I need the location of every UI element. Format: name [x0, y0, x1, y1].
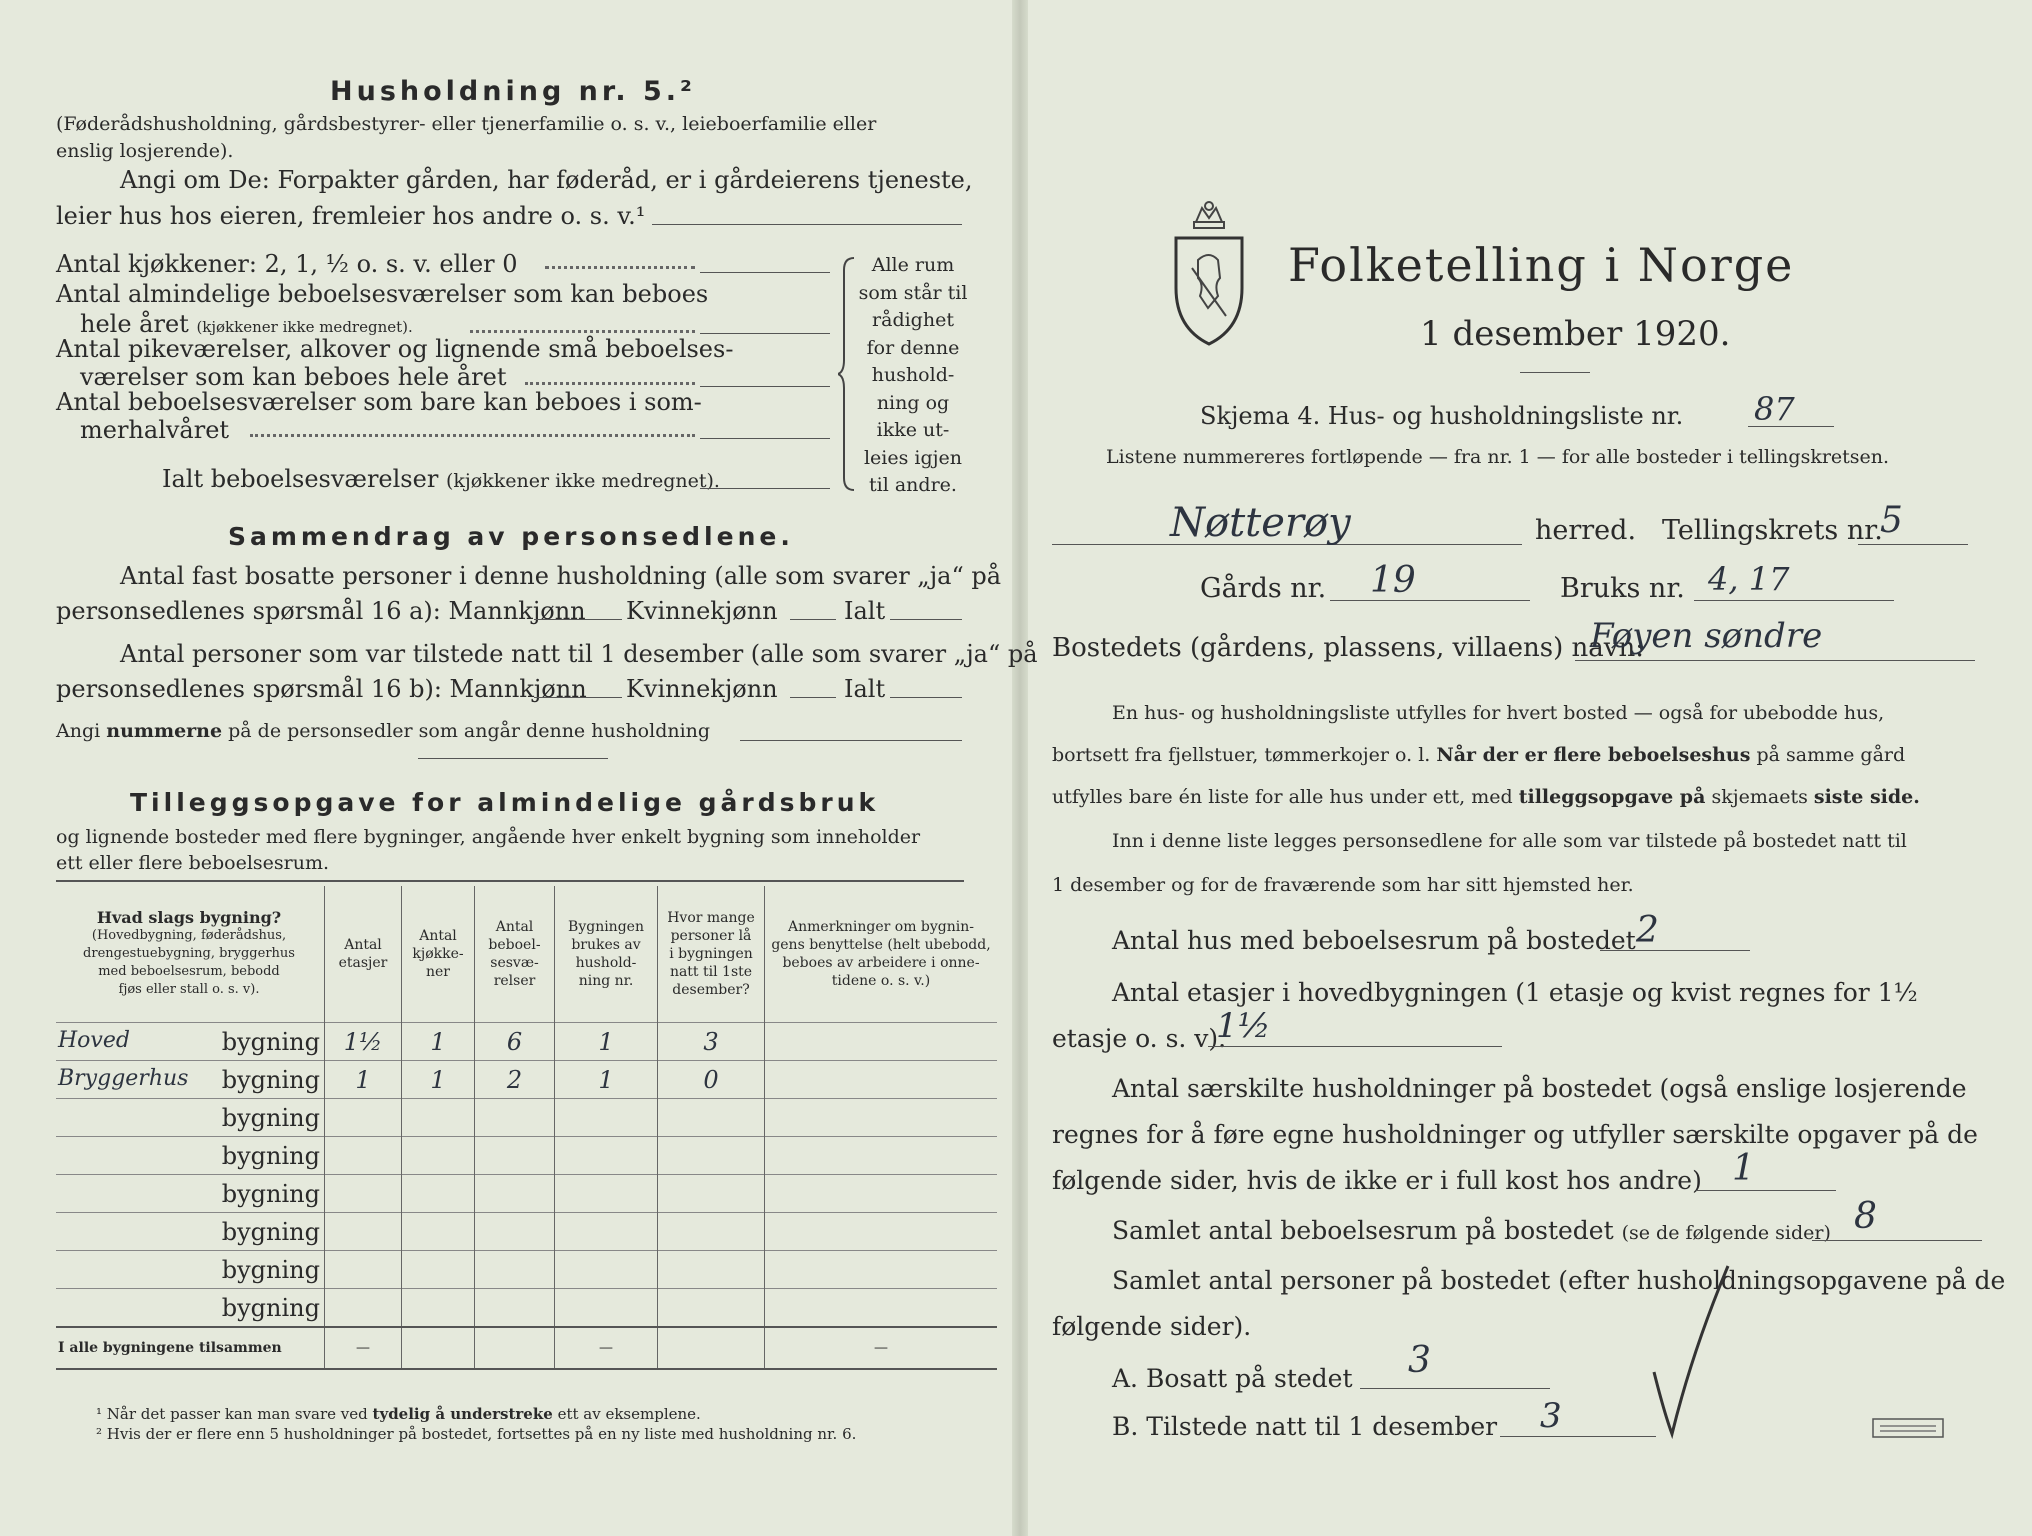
para-2 — [1052, 744, 1905, 766]
household-intro-2: enslig losjerende). — [56, 140, 234, 162]
cell-pers — [658, 1175, 765, 1213]
q-persons-b: følgende sider). — [1052, 1312, 1252, 1341]
a4-text: Samlet antal beboelsesrum på bostedet — [1112, 1216, 1614, 1245]
cell-remarks — [765, 1137, 998, 1175]
h: etasjer — [338, 955, 388, 971]
h: personer lå — [670, 928, 752, 944]
cell-pers — [658, 1251, 765, 1289]
q2b-text: hele året — [80, 310, 189, 338]
angi-line-1: Angi om De: Forpakter gården, har føderåd, er i gårdeierens tjeneste, — [120, 166, 973, 194]
brace-note-line: hushold- — [871, 364, 955, 386]
summary-line-2: Antal personer som var tilstede natt til 1 desember (alle som svarer „ja“ på — [120, 640, 1038, 668]
table-row — [56, 1251, 997, 1289]
h: desember? — [672, 982, 750, 998]
h: i bygningen — [669, 946, 753, 962]
cell-etasjer: 1 — [325, 1061, 402, 1099]
s2-kvinne-label: Kvinnekjønn — [626, 675, 778, 703]
answer-summer-rooms — [700, 438, 830, 439]
header-sub: fjøs eller stall o. s. v). — [118, 982, 260, 997]
building-name: Hoved — [58, 1027, 130, 1053]
question-kitchens: Antal kjøkkener: 2, 1, ½ o. s. v. eller 0 — [56, 250, 518, 278]
tillegg-line-1: og lignende bosteder med flere bygninger, angående hver enkelt bygning som inneholder — [56, 826, 921, 848]
q-floors: Antal etasjer i hovedbygningen (1 etasje og kvist regnes for 1½ — [1112, 978, 1918, 1007]
cell-hush — [555, 1137, 658, 1175]
h: tidene o. s. v.) — [831, 973, 931, 989]
para-5: 1 desember og for de fraværende som har sitt hjemsted her. — [1052, 874, 1634, 896]
table-row — [56, 1289, 997, 1328]
cell-hush — [555, 1175, 658, 1213]
cell-remarks — [765, 1175, 998, 1213]
total-household: — — [555, 1327, 658, 1369]
h: hushold- — [575, 955, 637, 971]
cell-remarks — [765, 1251, 998, 1289]
building-suffix: bygning — [221, 1141, 320, 1170]
table-row — [56, 1023, 997, 1061]
q-present-line — [1500, 1436, 1656, 1437]
summary-heading: Sammendrag av personsedlene. — [228, 522, 794, 551]
form-date: 1 desember 1920. — [1420, 314, 1731, 354]
angi-post: på de personsedler som angår denne husholdning — [228, 720, 711, 742]
total-floors: — — [325, 1327, 402, 1369]
brace-icon — [838, 256, 858, 492]
q-rooms-total-line — [1812, 1240, 1982, 1241]
q-floors-line — [1208, 1046, 1502, 1047]
dots-kitchens — [545, 266, 695, 269]
cell-pers — [658, 1289, 765, 1328]
p3-bold2: siste side. — [1813, 786, 1920, 808]
h: Hvor mange — [667, 910, 755, 926]
total-persons — [658, 1327, 765, 1369]
question-summer-rooms-b: merhalvåret — [80, 416, 230, 444]
cell-etasjer — [325, 1137, 402, 1175]
s2-mann-line — [534, 697, 622, 698]
fn1-bold: tydelig å understreke — [372, 1405, 553, 1423]
para-4: Inn i denne liste legges personsedlene for alle som var tilstede på bostedet natt til — [1112, 830, 1907, 852]
h: ning nr. — [578, 973, 634, 989]
q-households-b: regnes for å føre egne husholdninger og utfyller særskilte opgaver på de — [1052, 1120, 1978, 1149]
p2-pre: bortsett fra fjellstuer, tømmerkojer o. l. — [1052, 744, 1431, 766]
table-total-row — [56, 1327, 997, 1369]
cell-etasjer — [325, 1251, 402, 1289]
cell-etasjer — [325, 1099, 402, 1137]
tillegg-line-2: ett eller flere beboelsesrum. — [56, 852, 330, 874]
krets-line — [1858, 544, 1968, 545]
s1-ialt-label: Ialt — [844, 597, 886, 625]
cell-remarks — [765, 1289, 998, 1328]
angi-line-2: leier hus hos eieren, fremleier hos andre o. s. v.¹ — [56, 202, 646, 230]
cell-kjokken — [402, 1175, 475, 1213]
gards-value: 19 — [1370, 560, 1416, 601]
building-name-cell — [56, 1175, 325, 1213]
header-sub: med beboelsesrum, bebodd — [98, 964, 280, 979]
cell-kjokken — [402, 1137, 475, 1175]
h: natt til 1ste — [669, 964, 753, 980]
para-1: En hus- og husholdningsliste utfylles for hvert bosted — også for ubebodde hus, — [1112, 702, 1885, 724]
table-row — [56, 1213, 997, 1251]
bruks-value: 4, 17 — [1708, 560, 1790, 598]
cell-kjokken: 1 — [402, 1061, 475, 1099]
brace-note-line: for denne — [866, 336, 960, 359]
cell-vaer — [475, 1251, 555, 1289]
herred-value: Nøtterøy — [1170, 500, 1351, 546]
table-top-rule — [56, 880, 964, 882]
summary-line-2b: personsedlenes spørsmål 16 b): Mannkjønn — [56, 675, 587, 703]
h: ner — [426, 964, 450, 980]
question-total-rooms — [162, 465, 720, 493]
h: beboes av arbeidere i onne- — [782, 955, 980, 971]
header-sub: (Hovedbygning, føderådshus, — [91, 928, 287, 943]
h: relser — [493, 973, 536, 989]
q-resident-line — [1360, 1388, 1550, 1389]
q2b-small: (kjøkkener ikke medregnet). — [196, 318, 413, 336]
cell-remarks — [765, 1099, 998, 1137]
krets-label: Tellingskrets nr. — [1662, 515, 1883, 546]
cell-etasjer — [325, 1289, 402, 1328]
angi-bold: nummerne — [106, 720, 223, 742]
dots-summer-rooms — [250, 434, 695, 437]
brace-note-line: Alle rum — [871, 254, 955, 276]
header-building-type-title: Hvad slags bygning? — [96, 908, 282, 927]
h: Bygningen — [568, 919, 644, 935]
q-resident-value: 3 — [1408, 1340, 1431, 1381]
total-remarks: — — [765, 1327, 998, 1369]
brace-note-line: rådighet — [872, 309, 954, 331]
s2-ialt-line — [890, 697, 962, 698]
q-houses: Antal hus med beboelsesrum på bostedet — [1112, 926, 1636, 955]
brace-note-line: leies igjen — [863, 446, 963, 469]
header-persons — [658, 886, 765, 1023]
table-header-row — [56, 886, 997, 1023]
q-floors-b: etasje o. s. v). — [1052, 1024, 1227, 1053]
bosted-line — [1575, 660, 1975, 661]
cell-vaer — [475, 1099, 555, 1137]
cell-etasjer: 1½ — [325, 1023, 402, 1061]
building-suffix: bygning — [221, 1103, 320, 1132]
table-row — [56, 1137, 997, 1175]
cell-pers — [658, 1099, 765, 1137]
cell-vaer: 6 — [475, 1023, 555, 1061]
p2-bold: Når der er flere beboelseshus — [1436, 744, 1751, 766]
total-label: I alle bygningene tilsammen — [56, 1327, 325, 1369]
question-summer-rooms: Antal beboelsesværelser som bare kan beboes i som- — [56, 388, 702, 416]
cell-kjokken — [402, 1213, 475, 1251]
cell-etasjer — [325, 1175, 402, 1213]
q-present-value: 3 — [1540, 1396, 1562, 1436]
angi-nummerne-line — [740, 740, 962, 741]
household-intro-1: (Føderådshusholdning, gårdsbestyrer- eller tjenerfamilie o. s. v., leieboerfamilie eller — [56, 113, 877, 135]
table-body — [56, 1023, 997, 1328]
header-kitchens — [402, 886, 475, 1023]
cell-vaer — [475, 1289, 555, 1328]
angi-pre: Angi — [56, 720, 101, 742]
answer-total-rooms — [700, 488, 830, 489]
page-fold — [1012, 0, 1028, 1536]
building-suffix: bygning — [221, 1065, 320, 1094]
building-suffix: bygning — [221, 1255, 320, 1284]
p3-bold: tilleggsopgave på — [1518, 786, 1706, 808]
h: beboel- — [488, 937, 541, 953]
total-kitchens — [402, 1327, 475, 1369]
header-building-type — [56, 886, 325, 1023]
cell-etasjer — [325, 1213, 402, 1251]
skjema-label: Skjema 4. Hus- og husholdningsliste nr. — [1200, 402, 1684, 430]
q-floors-value: 1½ — [1216, 1006, 1271, 1046]
form-title: Folketelling i Norge — [1288, 238, 1795, 292]
building-suffix: bygning — [221, 1027, 320, 1056]
h: gens benyttelse (helt ubebodd, — [771, 937, 991, 953]
cell-vaer — [475, 1137, 555, 1175]
header-rooms — [475, 886, 555, 1023]
building-name: Bryggerhus — [58, 1065, 189, 1091]
cell-hush — [555, 1099, 658, 1137]
s1-kvinne-line — [790, 619, 836, 620]
right-page — [1030, 0, 2032, 1536]
bosted-value: Føyen søndre — [1590, 616, 1823, 656]
cell-vaer — [475, 1213, 555, 1251]
cell-vaer — [475, 1175, 555, 1213]
skjema-value: 87 — [1754, 390, 1795, 428]
building-suffix: bygning — [221, 1217, 320, 1246]
table-row — [56, 1061, 997, 1099]
q5-small: (kjøkkener ikke medregnet). — [445, 470, 720, 492]
cell-pers: 3 — [658, 1023, 765, 1061]
answer-small-rooms — [700, 386, 830, 387]
h: kjøkke- — [412, 946, 464, 962]
section-divider — [418, 758, 608, 759]
p3-pre: utfylles bare én liste for alle hus under ett, med — [1052, 786, 1513, 808]
answer-kitchens — [700, 272, 830, 273]
cell-hush — [555, 1251, 658, 1289]
cell-hush — [555, 1289, 658, 1328]
tillegg-heading: Tilleggsopgave for almindelige gårdsbruk — [130, 788, 880, 817]
q-houses-line — [1600, 950, 1750, 951]
dots-small-rooms — [525, 382, 695, 385]
norway-coat-of-arms-icon — [1170, 198, 1248, 350]
cell-pers — [658, 1213, 765, 1251]
q-rooms-total-value: 8 — [1854, 1196, 1877, 1237]
fn1-pre: ¹ Når det passer kan man svare ved — [96, 1405, 368, 1423]
household-heading: Husholdning nr. 5.² — [330, 76, 696, 107]
cell-kjokken — [402, 1099, 475, 1137]
table-row — [56, 1099, 997, 1137]
cell-pers: 0 — [658, 1061, 765, 1099]
brace-note-line: ning og — [876, 391, 950, 414]
summary-line-1: Antal fast bosatte personer i denne husholdning (alle som svarer „ja“ på — [120, 562, 1002, 590]
q-resident: A. Bosatt på stedet — [1112, 1364, 1353, 1393]
h: brukes av — [571, 937, 641, 953]
listene-note: Listene nummereres fortløpende — fra nr. 1 — for alle bosteder i tellingskretsen. — [1106, 446, 1890, 468]
p2-post: på samme gård — [1756, 744, 1906, 766]
q-households: Antal særskilte husholdninger på bostedet (også enslige losjerende — [1112, 1074, 1967, 1103]
building-name-cell — [56, 1213, 325, 1251]
q-present: B. Tilstede natt til 1 desember — [1112, 1412, 1498, 1441]
summary-line-1b: personsedlenes spørsmål 16 a): Mannkjønn — [56, 597, 586, 625]
cell-vaer: 2 — [475, 1061, 555, 1099]
cell-remarks — [765, 1213, 998, 1251]
title-rule — [1520, 372, 1590, 373]
brace-note-line: ikke ut- — [876, 419, 950, 441]
building-name-cell — [56, 1289, 325, 1328]
total-rooms — [475, 1327, 555, 1369]
s2-kvinne-line — [790, 697, 836, 698]
para-3 — [1052, 786, 1920, 808]
bosted-label: Bostedets (gårdens, plassens, villaens) navn: — [1052, 633, 1644, 663]
h: Anmerkninger om bygnin- — [788, 919, 974, 935]
printer-stamp-icon — [1872, 1418, 1944, 1438]
s1-ialt-line — [890, 619, 962, 620]
s1-mann-line — [534, 619, 622, 620]
angi-nummerne — [56, 720, 710, 742]
cell-hush: 1 — [555, 1061, 658, 1099]
cell-kjokken — [402, 1289, 475, 1328]
header-floors — [325, 886, 402, 1023]
q-households-value: 1 — [1732, 1148, 1755, 1189]
building-name-cell — [56, 1023, 325, 1061]
building-name-cell — [56, 1061, 325, 1099]
a4-small: (se de følgende sider) — [1621, 1222, 1831, 1244]
building-suffix: bygning — [221, 1293, 320, 1322]
cell-hush — [555, 1213, 658, 1251]
cell-remarks — [765, 1023, 998, 1061]
table-row — [56, 1175, 997, 1213]
building-name-cell — [56, 1099, 325, 1137]
q-households-c: følgende sider, hvis de ikke er i full kost hos andre) — [1052, 1166, 1702, 1195]
herred-label: herred. — [1535, 515, 1637, 546]
building-name-cell — [56, 1137, 325, 1175]
q-households-line — [1696, 1190, 1836, 1191]
answer-rooms — [700, 333, 830, 334]
h: Antal — [344, 937, 382, 953]
question-rooms-b — [80, 310, 413, 338]
q-rooms-total — [1112, 1216, 1831, 1245]
brace-note-line: til andre. — [869, 474, 957, 496]
s2-ialt-label: Ialt — [844, 675, 886, 703]
footnote-1 — [96, 1405, 701, 1423]
bruks-line — [1694, 600, 1894, 601]
p3-mid: skjemaets — [1711, 786, 1808, 808]
q5-text: Ialt beboelsesværelser — [162, 465, 439, 493]
cell-kjokken — [402, 1251, 475, 1289]
building-suffix: bygning — [221, 1179, 320, 1208]
footnote-2: ² Hvis der er flere enn 5 husholdninger på bostedet, fortsettes på en ny liste med husholdning nr. 6. — [96, 1425, 857, 1443]
krets-value: 5 — [1880, 500, 1903, 541]
h: Antal — [419, 928, 457, 944]
building-table — [56, 886, 997, 1370]
question-small-rooms-b: værelser som kan beboes hele året — [80, 363, 507, 391]
fn1-post: ett av eksemplene. — [557, 1405, 701, 1423]
h: Antal — [495, 919, 534, 935]
cell-kjokken: 1 — [402, 1023, 475, 1061]
brace-note — [858, 252, 968, 500]
question-rooms: Antal almindelige beboelsesværelser som kan beboes — [56, 280, 709, 308]
cell-hush: 1 — [555, 1023, 658, 1061]
s1-kvinne-label: Kvinnekjønn — [626, 597, 778, 625]
q-houses-value: 2 — [1636, 910, 1659, 951]
brace-note-line: som står til — [858, 281, 968, 304]
building-name-cell — [56, 1251, 325, 1289]
dots-rooms — [470, 330, 695, 333]
check-mark-icon — [1648, 1262, 1732, 1442]
bruks-label: Bruks nr. — [1560, 573, 1685, 604]
header-sub: drengestuebygning, bryggerhus — [83, 946, 295, 961]
header-household — [555, 886, 658, 1023]
h: sesvæ- — [490, 955, 539, 971]
question-small-rooms: Antal pikeværelser, alkover og lignende små beboelses- — [56, 335, 734, 363]
cell-pers — [658, 1137, 765, 1175]
gards-label: Gårds nr. — [1200, 573, 1327, 604]
gards-line — [1330, 600, 1530, 601]
header-remarks — [765, 886, 998, 1023]
q-persons: Samlet antal personer på bostedet (efter husholdningsopgavene på de — [1112, 1266, 2006, 1295]
cell-remarks — [765, 1061, 998, 1099]
angi-answer-line — [652, 224, 962, 225]
